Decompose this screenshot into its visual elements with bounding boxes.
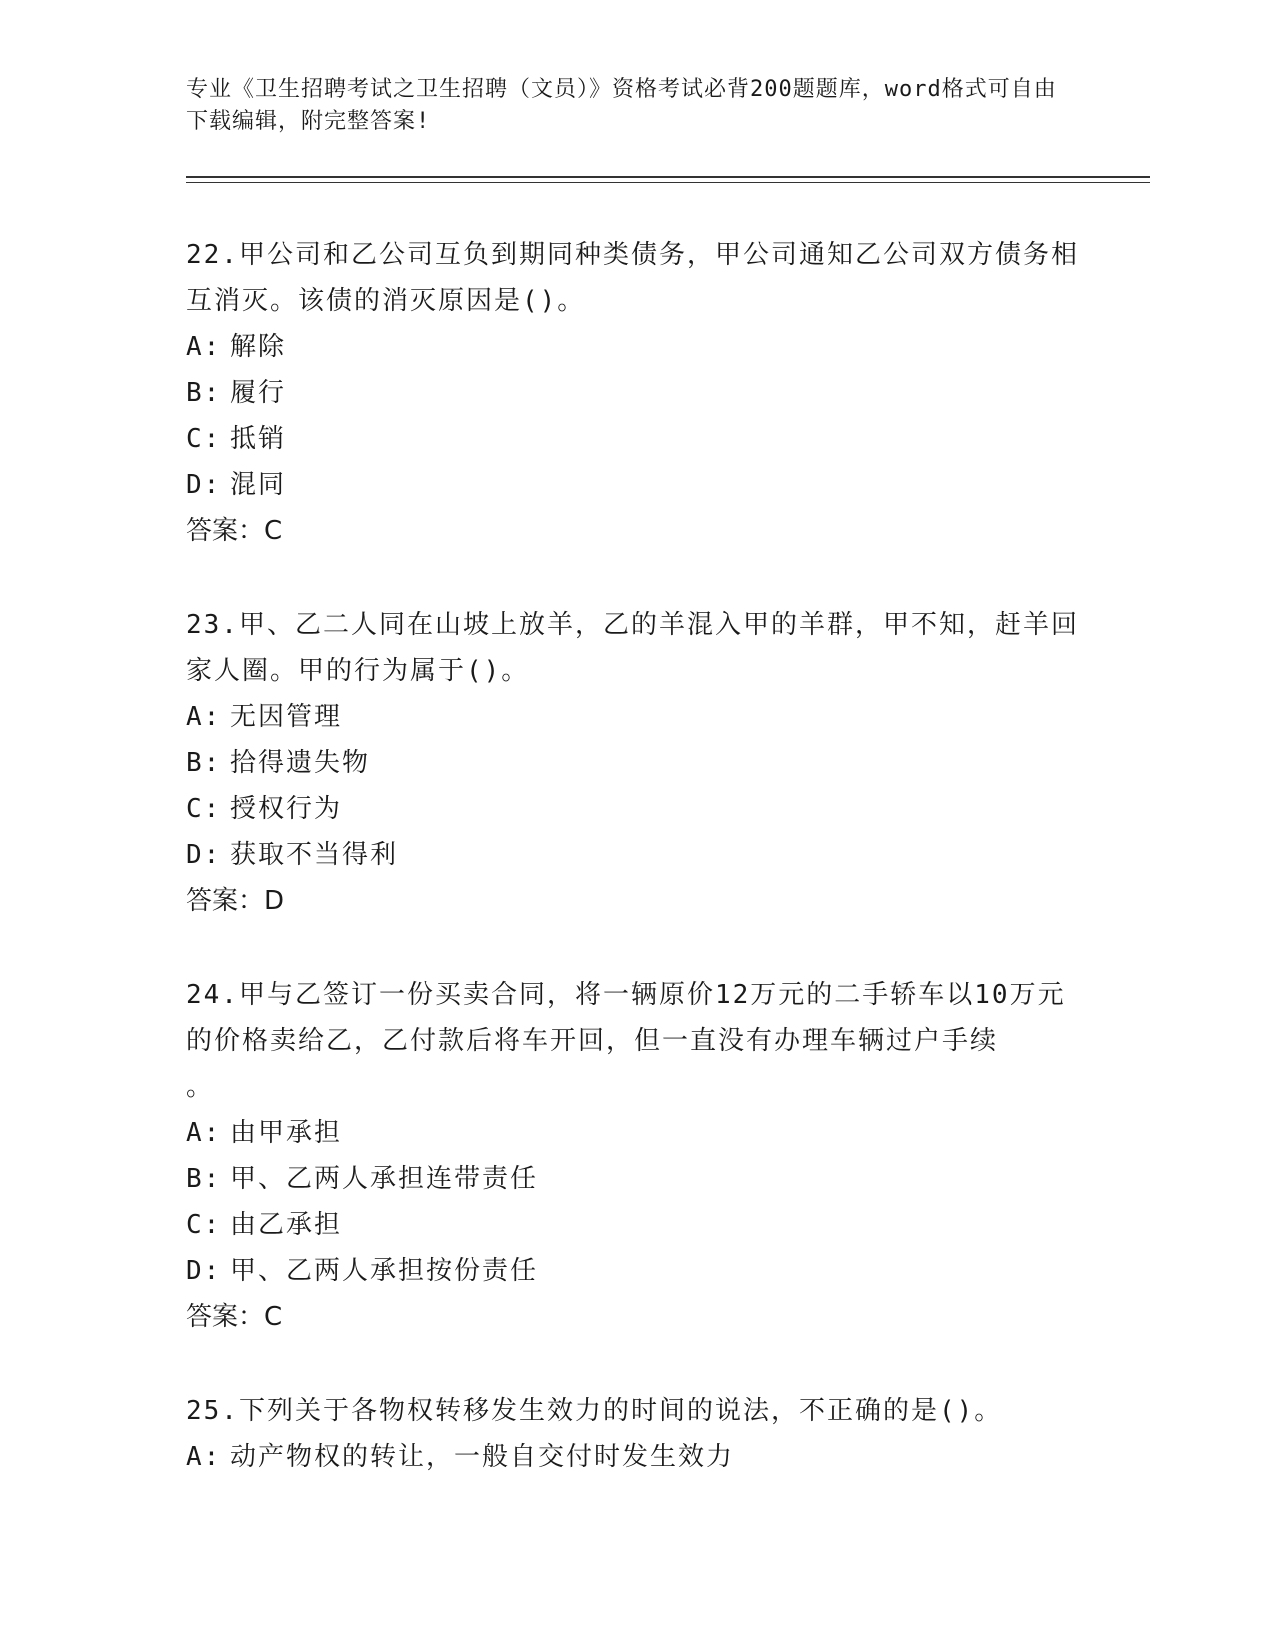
question-item: [186, 972, 1086, 1340]
answer-line: 答案：C: [186, 516, 283, 546]
option-letter: B:: [186, 378, 222, 408]
option-letter: A:: [186, 332, 222, 362]
option-text: 解除: [230, 332, 287, 362]
option-c: [186, 416, 1086, 462]
option-letter: C:: [186, 794, 222, 824]
option-letter: B:: [186, 1164, 222, 1194]
option-d: [186, 1248, 1086, 1294]
question-stem: 23.甲、乙二人同在山坡上放羊，乙的羊混入甲的羊群，甲不知，赶羊回家人圈。甲的行为属于()。: [186, 610, 1079, 686]
option-text: 获取不当得利: [230, 840, 399, 870]
option-letter: D:: [186, 470, 222, 500]
answer-line: 答案：D: [186, 886, 285, 916]
option-text: 动产物权的转让，一般自交付时发生效力: [230, 1442, 735, 1472]
option-a: [186, 324, 1086, 370]
question-stem: 22.甲公司和乙公司互负到期同种类债务，甲公司通知乙公司双方债务相互消灭。该债的消灭原因是()。: [186, 240, 1079, 316]
answer-line: 答案：C: [186, 1302, 283, 1332]
option-b: [186, 1156, 1086, 1202]
option-letter: C:: [186, 424, 222, 454]
option-d: [186, 832, 1086, 878]
option-letter: D:: [186, 1256, 222, 1286]
question-item: [186, 1388, 1086, 1480]
option-text: 拾得遗失物: [230, 748, 371, 778]
option-letter: A:: [186, 1118, 222, 1148]
option-b: [186, 740, 1086, 786]
option-text: 无因管理: [230, 702, 343, 732]
option-text: 甲、乙两人承担连带责任: [230, 1164, 539, 1194]
question-list: [186, 232, 1086, 1528]
header-divider-secondary: [186, 182, 1150, 183]
question-stem: 24.甲与乙签订一份买卖合同，将一辆原价12万元的二手轿车以10万元的价格卖给乙，乙付款后将车开回，但一直没有办理车辆过户手续 。: [186, 980, 1066, 1102]
header-divider: [186, 176, 1150, 178]
option-a: [186, 1110, 1086, 1156]
option-text: 授权行为: [230, 794, 343, 824]
option-letter: A:: [186, 1442, 222, 1472]
option-c: [186, 1202, 1086, 1248]
question-item: [186, 602, 1086, 924]
option-d: [186, 462, 1086, 508]
option-letter: D:: [186, 840, 222, 870]
document-header: 专业《卫生招聘考试之卫生招聘（文员）》资格考试必背200题题库，word格式可自由下载编辑，附完整答案!: [186, 77, 1057, 134]
option-text: 抵销: [230, 424, 287, 454]
option-letter: B:: [186, 748, 222, 778]
option-text: 甲、乙两人承担按份责任: [230, 1256, 539, 1286]
option-text: 由甲承担: [230, 1118, 343, 1148]
option-text: 由乙承担: [230, 1210, 343, 1240]
option-text: 履行: [230, 378, 287, 408]
option-letter: C:: [186, 1210, 222, 1240]
option-a: [186, 694, 1086, 740]
question-stem: 25.下列关于各物权转移发生效力的时间的说法，不正确的是()。: [186, 1396, 1003, 1426]
option-b: [186, 370, 1086, 416]
option-a: [186, 1434, 1086, 1480]
option-letter: A:: [186, 702, 222, 732]
option-text: 混同: [230, 470, 287, 500]
option-c: [186, 786, 1086, 832]
question-item: [186, 232, 1086, 554]
